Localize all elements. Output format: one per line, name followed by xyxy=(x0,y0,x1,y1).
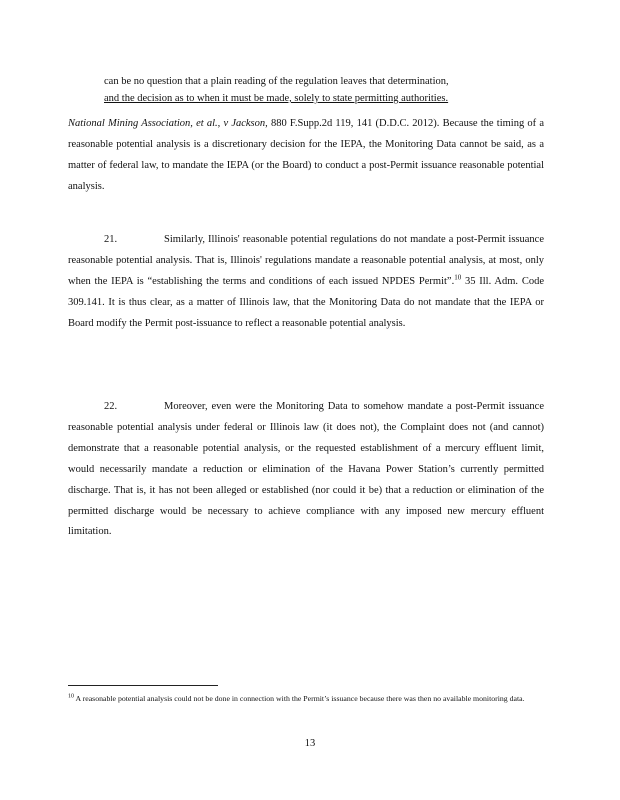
footnote-divider xyxy=(68,685,218,686)
paragraph-text: Moreover, even were the Monitoring Data to somehow mandate a post-Permit issuance reasonable potential analysis under federal or Illinois law (it does not), the Complaint does not (and cannot) demonstrate that a reasonable potential analysis, or the requested establishment of a mercury effluent limit, would necessarily mandate a reduction or elimination of the Havana Power Station’s currently permitted discharge. That is, it has not been alleged or established (nor could it be) that a reduction or elimination of the permitted discharge would be necessary to achieve compliance with any imposed new mercury effluent limitation. xyxy=(68,401,544,538)
case-cite: 880 F.Supp.2d 119, 141 (D.D.C. 2012). xyxy=(267,118,440,129)
paragraph-text: Similarly, Illinois' reasonable potential regulations do not mandate a post-Permit issuance reasonable potential analysis. That is, Illinois' regulations mandate a reasonable potential analysis, at most, only when the IEPA is “establishing the terms and conditions of each issued NPDES Permit”. xyxy=(68,234,544,287)
footnote-reference[interactable]: 10 xyxy=(454,273,462,282)
paragraph-22 xyxy=(68,397,544,543)
block-quote xyxy=(104,73,524,107)
footnote-mark: 10 xyxy=(68,693,74,700)
page-number: 13 xyxy=(304,738,316,749)
quote-line-2: and the decision as to when it must be made, solely to state permitting authorities. xyxy=(104,93,449,104)
paragraph-text-cont: 35 Ill. Adm. Code 309.141. It is thus clear, as a matter of Illinois law, that the Monitoring Data do not mandate that the IEPA or Board modify the Permit post-issuance to reflect a reasonable potential analysis. xyxy=(68,275,544,329)
footnote-text: A reasonable potential analysis could not be done in connection with the Permit’s issuance because there was then no available monitoring data. xyxy=(74,694,525,703)
paragraph-number: 21. xyxy=(104,234,118,245)
citation-rest: Because the timing of a reasonable potential analysis is a discretionary decision for the IEPA, the Monitoring Data cannot be said, as a matter of federal law, to mandate the IEPA (or the Board) to conduct a post-Permit issuance reasonable potential analysis. xyxy=(68,118,544,192)
quote-line-1: can be no question that a plain reading of the regulation leaves that determination, xyxy=(104,76,449,87)
paragraph-number: 22. xyxy=(104,401,118,412)
citation-paragraph xyxy=(68,114,544,198)
case-name: National Mining Association, et al., v Jackson, xyxy=(68,118,268,129)
footnote xyxy=(68,693,546,705)
paragraph-21 xyxy=(68,230,544,335)
